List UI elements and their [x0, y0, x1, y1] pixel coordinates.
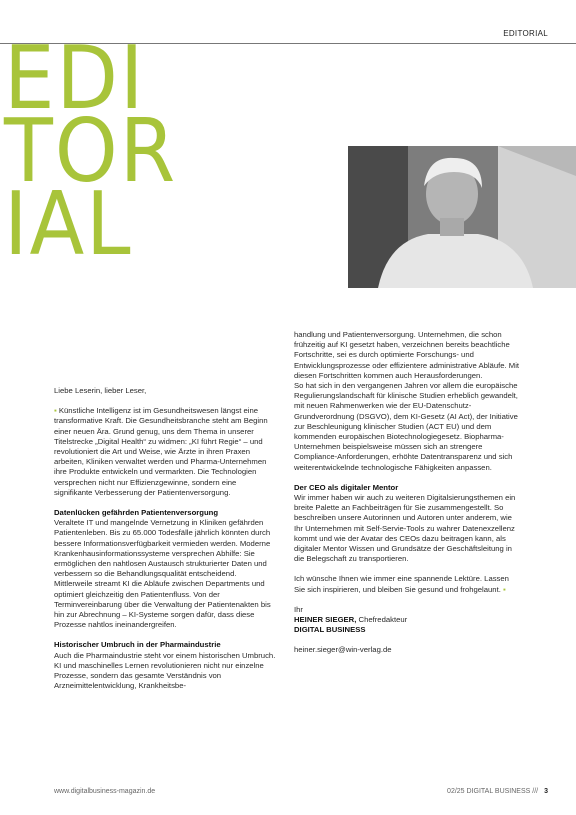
closing-text: Ich wünsche Ihnen wie immer eine spannende Lektüre. Lassen Sie sich inspirieren, und bleiben Sie gesund und frohgelaunt.	[294, 574, 509, 594]
website-link[interactable]: www.digitalbusiness-magazin.de	[54, 788, 156, 795]
author-photo	[348, 146, 576, 288]
title-line: EDI	[4, 27, 146, 129]
publication-name: DIGITAL BUSINESS	[294, 625, 366, 635]
author-email[interactable]: heiner.sieger@win-verlag.de	[294, 645, 392, 655]
bullet-icon: ▪	[54, 406, 59, 416]
footer-issue	[447, 788, 548, 795]
signature	[294, 605, 522, 656]
issue-label: 02/25 DIGITAL BUSINESS ///	[447, 788, 539, 795]
section-heading: Der CEO als digitaler Mentor	[294, 482, 399, 492]
section-body: Veraltete IT und mangelnde Vernetzung in Kliniken gefährden Patientenleben. Bis zu 65.000 Todesfälle jährlich könnten durch bessere Informationsverfügbarkeit vermieden werden. Moderne Krankenhausinformationssysteme versprechen Abhilfe: Sie ermöglichen den nahtlosen Austausch strukturierter Daten und verbessern so die Behandlungsqualität entscheidend. Mittlerweile streamt KI die Abläufe zwischen Departments und optimiert gleichzeitig den Patientenfluss. Von der Terminvereinbarung über die Verwaltung der Patientenakten bis hin zur Abrechnung – KI-Systeme sorgen dafür, dass diese Prozesse nahtlos ineinandergreifen.	[54, 518, 271, 630]
author-name: HEINER SIEGER,	[294, 615, 357, 625]
title-line: IAL	[4, 173, 133, 275]
intro-text: Künstliche Intelligenz ist im Gesundheitswesen längst eine transformative Kraft. Die Gesundheitsbranche steht am Beginn einer neuen Ära. Grund genug, uns dem Thema in unserer Titelstrecke „Digital Health“ zu widmen: „KI führt Regie“ – und revolutioniert die Art und Weise, wie Ärzte in ihren Praxen arbeiten, Kliniken verwaltet werden und Pharma-Unternehmen ihre Produkte entwickeln und vermarkten. Die Technologien versprechen nicht nur Effizienzgewinne, sondern eine signifikante Verbesserung der Patientenversorgung.	[54, 406, 268, 497]
portrait-image	[348, 146, 576, 288]
closing-paragraph	[294, 574, 522, 594]
column-left	[54, 386, 276, 701]
signature-greeting: Ihr	[294, 604, 303, 614]
editorial-title	[4, 27, 192, 275]
section-body: handlung und Patientenversorgung. Unternehmen, die schon frühzeitig auf KI gesetzt haben, verzeichnen bereits beachtliche Fortschritte, sei es durch optimierte Forschungs- und Entwicklungsprozesse oder effizientere administrative Abläufe. Mit diesen Fortschritten kommen auch Herausforderungen.	[294, 330, 520, 380]
section-body: Wir immer haben wir auch zu weiteren Digitalsierungsthemen ein breite Palette an Fachbeiträgen für Sie zusammengestellt. So beschreiben unsere Autorinnen und Autoren unter anderem, wie Ihr Unternehmen mit Self-Servie-Tools zu wahrer Datenexzellenz kommt und wie der Avatar des CEOs dazu beitragen kann, als digitaler Mentor Wissen und Grundsätze der Geschäftsleitung in die Belegschaft zu transportieren.	[294, 493, 516, 564]
salutation: Liebe Leserin, lieber Leser,	[54, 386, 147, 395]
title-line: TOR	[4, 100, 178, 202]
page-number: 3	[544, 788, 548, 795]
section-heading: Datenlücken gefährden Patientenversorgung	[54, 508, 219, 518]
end-bullet-icon: ▪	[503, 584, 506, 594]
section-body: Auch die Pharmaindustrie steht vor einem historischen Umbruch. KI und maschinelles Lernen revolutionieren nicht nur einzelne Prozesse, sondern das gesamte Verständnis von Arzneimittelentwicklung, Krankheitsbe-	[54, 650, 276, 691]
author-role: Chefredakteur	[356, 615, 408, 625]
intro-paragraph	[54, 406, 276, 498]
section-label: EDITORIAL	[503, 29, 548, 38]
section-heading: Historischer Umbruch in der Pharmaindustrie	[54, 640, 221, 650]
column-right	[294, 330, 522, 656]
section-body: So hat sich in den vergangenen Jahren vor allem die europäische Regulierungslandschaft für klinische Studien erheblich gewandelt, mit neuen Rahmenwerken wie der EU-Datenschutz-Grundverordnung (DSGVO), dem KI-Gesetz (AI Act), der Initiative zur Beschleunigung klinischer Studien (ACT EU) und dem kommenden europäischen Biotechnologiegesetz. Biopharma-Unternehmen beispielsweise müssen sich an strengere Compliance-Anforderungen, erhöhte Datentransparenz und sich weiterentwickelnde technologische Fähigkeiten anpassen.	[294, 381, 518, 472]
